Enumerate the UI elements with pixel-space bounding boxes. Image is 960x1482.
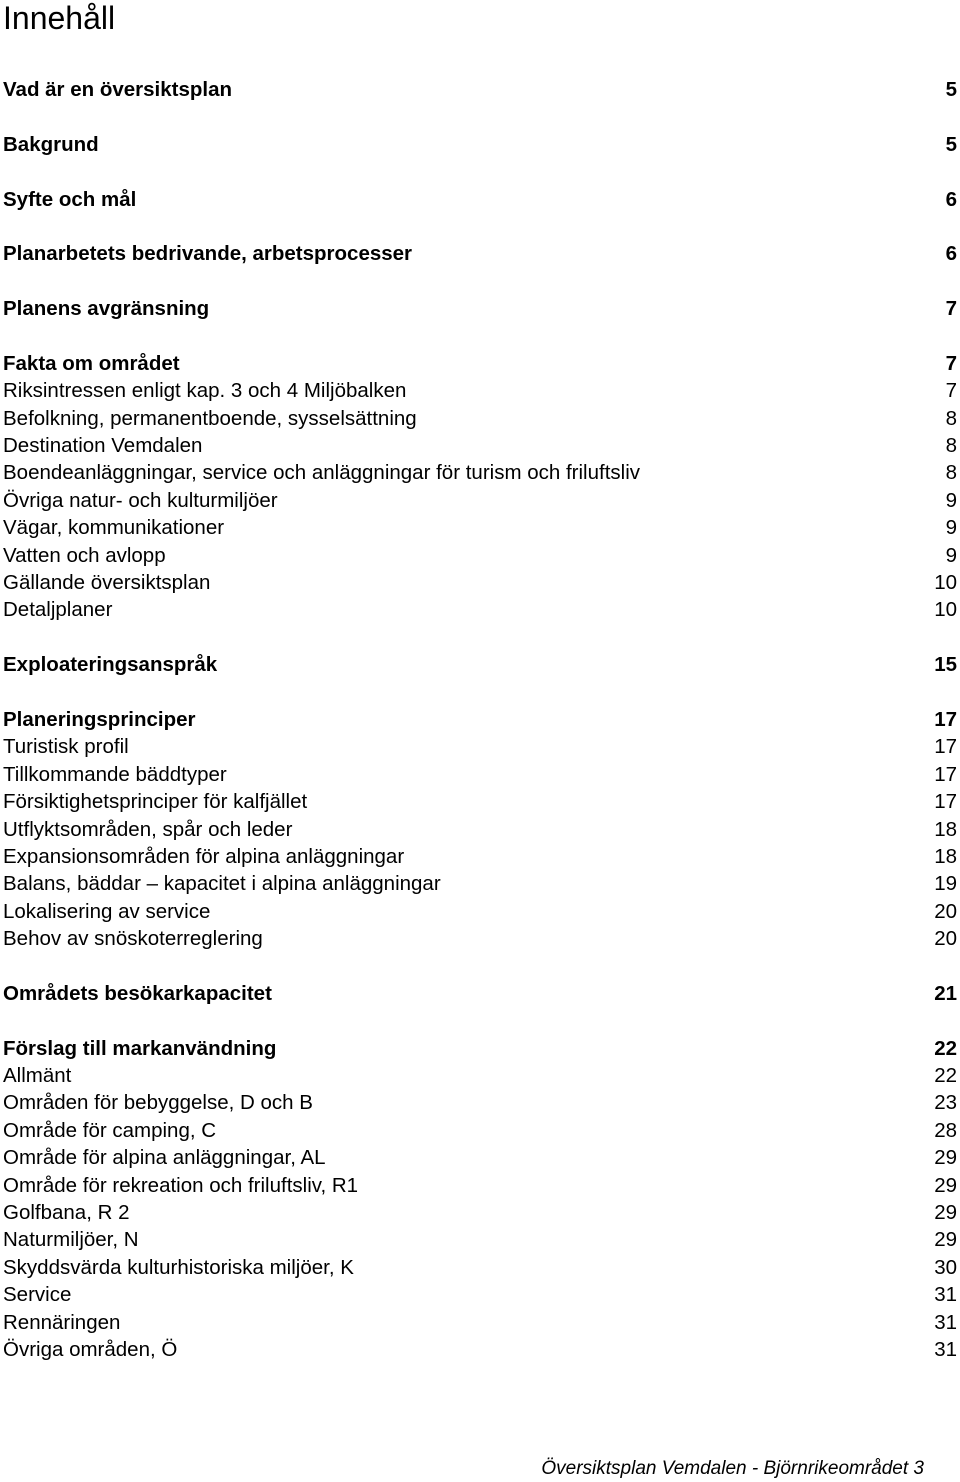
table-of-contents	[3, 76, 957, 1363]
toc-entry-row[interactable]	[3, 459, 957, 486]
toc-page-number: 10	[934, 598, 957, 622]
toc-entry-row[interactable]	[3, 1336, 957, 1363]
toc-heading-row[interactable]	[3, 186, 957, 213]
toc-entry-label: Förslag till markanvändning	[3, 1036, 277, 1060]
toc-entry-row[interactable]	[3, 1144, 957, 1171]
toc-page-number: 8	[945, 434, 957, 458]
toc-page-number: 18	[934, 817, 957, 841]
toc-page-number: 29	[934, 1228, 957, 1252]
toc-entry-row[interactable]	[3, 925, 957, 952]
toc-page-number: 5	[945, 132, 957, 156]
toc-entry-row[interactable]	[3, 542, 957, 569]
toc-page-number: 5	[945, 78, 957, 101]
toc-page-number: 9	[945, 516, 957, 540]
toc-heading-row[interactable]	[3, 350, 957, 377]
toc-page-number: 31	[934, 1337, 957, 1361]
toc-heading-row[interactable]	[3, 706, 957, 733]
toc-entry-row[interactable]	[3, 1089, 957, 1116]
toc-heading-row[interactable]	[3, 295, 957, 322]
toc-heading-row[interactable]	[3, 980, 957, 1007]
toc-entry-row[interactable]	[3, 816, 957, 843]
toc-page-number: 17	[934, 790, 957, 814]
toc-entry-row[interactable]	[3, 432, 957, 459]
toc-entry-label: Befolkning, permanentboende, sysselsättning	[3, 406, 417, 430]
toc-page-number: 28	[934, 1118, 957, 1142]
toc-page-number: 21	[934, 981, 957, 1005]
toc-entry-row[interactable]	[3, 843, 957, 870]
toc-entry-label: Vägar, kommunikationer	[3, 516, 225, 540]
toc-entry-label: Expansionsområden för alpina anläggningar	[3, 844, 405, 868]
toc-entry-label: Planeringsprinciper	[3, 707, 196, 731]
toc-page-number: 31	[934, 1310, 957, 1334]
page-title: Innehåll	[3, 0, 116, 36]
toc-entry-label: Bakgrund	[3, 132, 99, 156]
toc-entry-row[interactable]	[3, 596, 957, 623]
toc-page-number: 29	[934, 1173, 957, 1197]
toc-entry-label: Tillkommande bäddtyper	[3, 762, 227, 786]
toc-entry-row[interactable]	[3, 487, 957, 514]
toc-entry-label: Boendeanläggningar, service och anläggningar för turism och friluftsliv	[3, 461, 641, 485]
toc-page-number: 6	[945, 242, 957, 266]
toc-entry-label: Naturmiljöer, N	[3, 1228, 139, 1252]
toc-entry-label: Vad är en översiktsplan	[3, 78, 233, 101]
toc-entry-label: Rennäringen	[3, 1310, 121, 1334]
toc-page-number: 17	[934, 762, 957, 786]
toc-page-number: 22	[934, 1064, 957, 1088]
toc-page-number: 8	[945, 406, 957, 430]
toc-page-number: 29	[934, 1146, 957, 1170]
toc-page-number: 31	[934, 1283, 957, 1307]
toc-page-number: 9	[945, 488, 957, 512]
toc-entry-row[interactable]	[3, 1062, 957, 1089]
toc-page-number: 20	[934, 927, 957, 951]
toc-entry-label: Syfte och mål	[3, 187, 137, 211]
toc-page-number: 7	[945, 351, 957, 375]
toc-entry-label: Vatten och avlopp	[3, 543, 166, 567]
toc-heading-row[interactable]	[3, 1035, 957, 1062]
toc-entry-row[interactable]	[3, 1226, 957, 1253]
toc-entry-row[interactable]	[3, 1199, 957, 1226]
toc-page-number: 15	[934, 653, 957, 677]
toc-entry-label: Områdets besökarkapacitet	[3, 981, 272, 1005]
toc-page-number: 17	[934, 735, 957, 759]
toc-entry-label: Behov av snöskoterreglering	[3, 927, 263, 951]
toc-entry-label: Område för alpina anläggningar, AL	[3, 1146, 326, 1170]
toc-entry-row[interactable]	[3, 1172, 957, 1199]
toc-heading-row[interactable]	[3, 240, 957, 267]
toc-entry-label: Fakta om området	[3, 351, 180, 375]
toc-entry-label: Allmänt	[3, 1064, 72, 1088]
toc-entry-label: Service	[3, 1283, 72, 1307]
toc-page-number: 8	[945, 461, 957, 485]
toc-page-number: 9	[945, 543, 957, 567]
toc-entry-label: Område för rekreation och friluftsliv, R1	[3, 1173, 359, 1197]
toc-page-number: 18	[934, 844, 957, 868]
toc-entry-row[interactable]	[3, 405, 957, 432]
toc-entry-label: Detaljplaner	[3, 598, 113, 622]
toc-entry-label: Golfbana, R 2	[3, 1201, 130, 1225]
toc-page-number: 23	[934, 1091, 957, 1115]
toc-heading-row[interactable]	[3, 76, 957, 103]
toc-entry-label: Försiktighetsprinciper för kalfjället	[3, 790, 308, 814]
toc-heading-row[interactable]	[3, 651, 957, 678]
toc-entry-label: Lokalisering av service	[3, 899, 211, 923]
toc-entry-row[interactable]	[3, 788, 957, 815]
toc-entry-label: Exploateringsanspråk	[3, 653, 218, 677]
toc-page-number: 6	[945, 187, 957, 211]
toc-entry-label: Turistisk profil	[3, 735, 129, 759]
toc-entry-row[interactable]	[3, 377, 957, 404]
toc-entry-row[interactable]	[3, 1309, 957, 1336]
toc-entry-label: Destination Vemdalen	[3, 434, 203, 458]
toc-page-number: 17	[934, 707, 957, 731]
toc-entry-label: Utflyktsområden, spår och leder	[3, 817, 293, 841]
toc-entry-row[interactable]	[3, 761, 957, 788]
toc-entry-row[interactable]	[3, 898, 957, 925]
toc-entry-row[interactable]	[3, 1281, 957, 1308]
toc-entry-label: Övriga områden, Ö	[3, 1337, 178, 1361]
toc-entry-label: Övriga natur- och kulturmiljöer	[3, 488, 278, 512]
page-footer: Översiktsplan Vemdalen - Björnrikeområdet 3	[541, 1458, 924, 1479]
toc-entry-label: Planarbetets bedrivande, arbetsprocesser	[3, 242, 413, 266]
toc-entry-row[interactable]	[3, 1117, 957, 1144]
toc-page-number: 30	[934, 1255, 957, 1279]
toc-entry-label: Balans, bäddar – kapacitet i alpina anläggningar	[3, 872, 441, 896]
toc-entry-row[interactable]	[3, 733, 957, 760]
toc-page-number: 22	[934, 1036, 957, 1060]
toc-page-number: 7	[945, 379, 957, 403]
toc-entry-label: Områden för bebyggelse, D och B	[3, 1091, 313, 1115]
toc-entry-label: Område för camping, C	[3, 1118, 217, 1142]
toc-page-number: 29	[934, 1201, 957, 1225]
toc-entry-row[interactable]	[3, 870, 957, 897]
toc-entry-label: Riksintressen enligt kap. 3 och 4 Miljöbalken	[3, 379, 407, 403]
toc-entry-row[interactable]	[3, 514, 957, 541]
toc-entry-label: Gällande översiktsplan	[3, 571, 211, 595]
toc-entry-row[interactable]	[3, 569, 957, 596]
toc-page-number: 19	[934, 872, 957, 896]
toc-entry-label: Skyddsvärda kulturhistoriska miljöer, K	[3, 1255, 354, 1279]
toc-page-number: 20	[934, 899, 957, 923]
toc-page-number: 10	[934, 571, 957, 595]
toc-entry-row[interactable]	[3, 1254, 957, 1281]
toc-heading-row[interactable]	[3, 131, 957, 158]
toc-entry-label: Planens avgränsning	[3, 297, 210, 321]
toc-page-number: 7	[945, 297, 957, 321]
